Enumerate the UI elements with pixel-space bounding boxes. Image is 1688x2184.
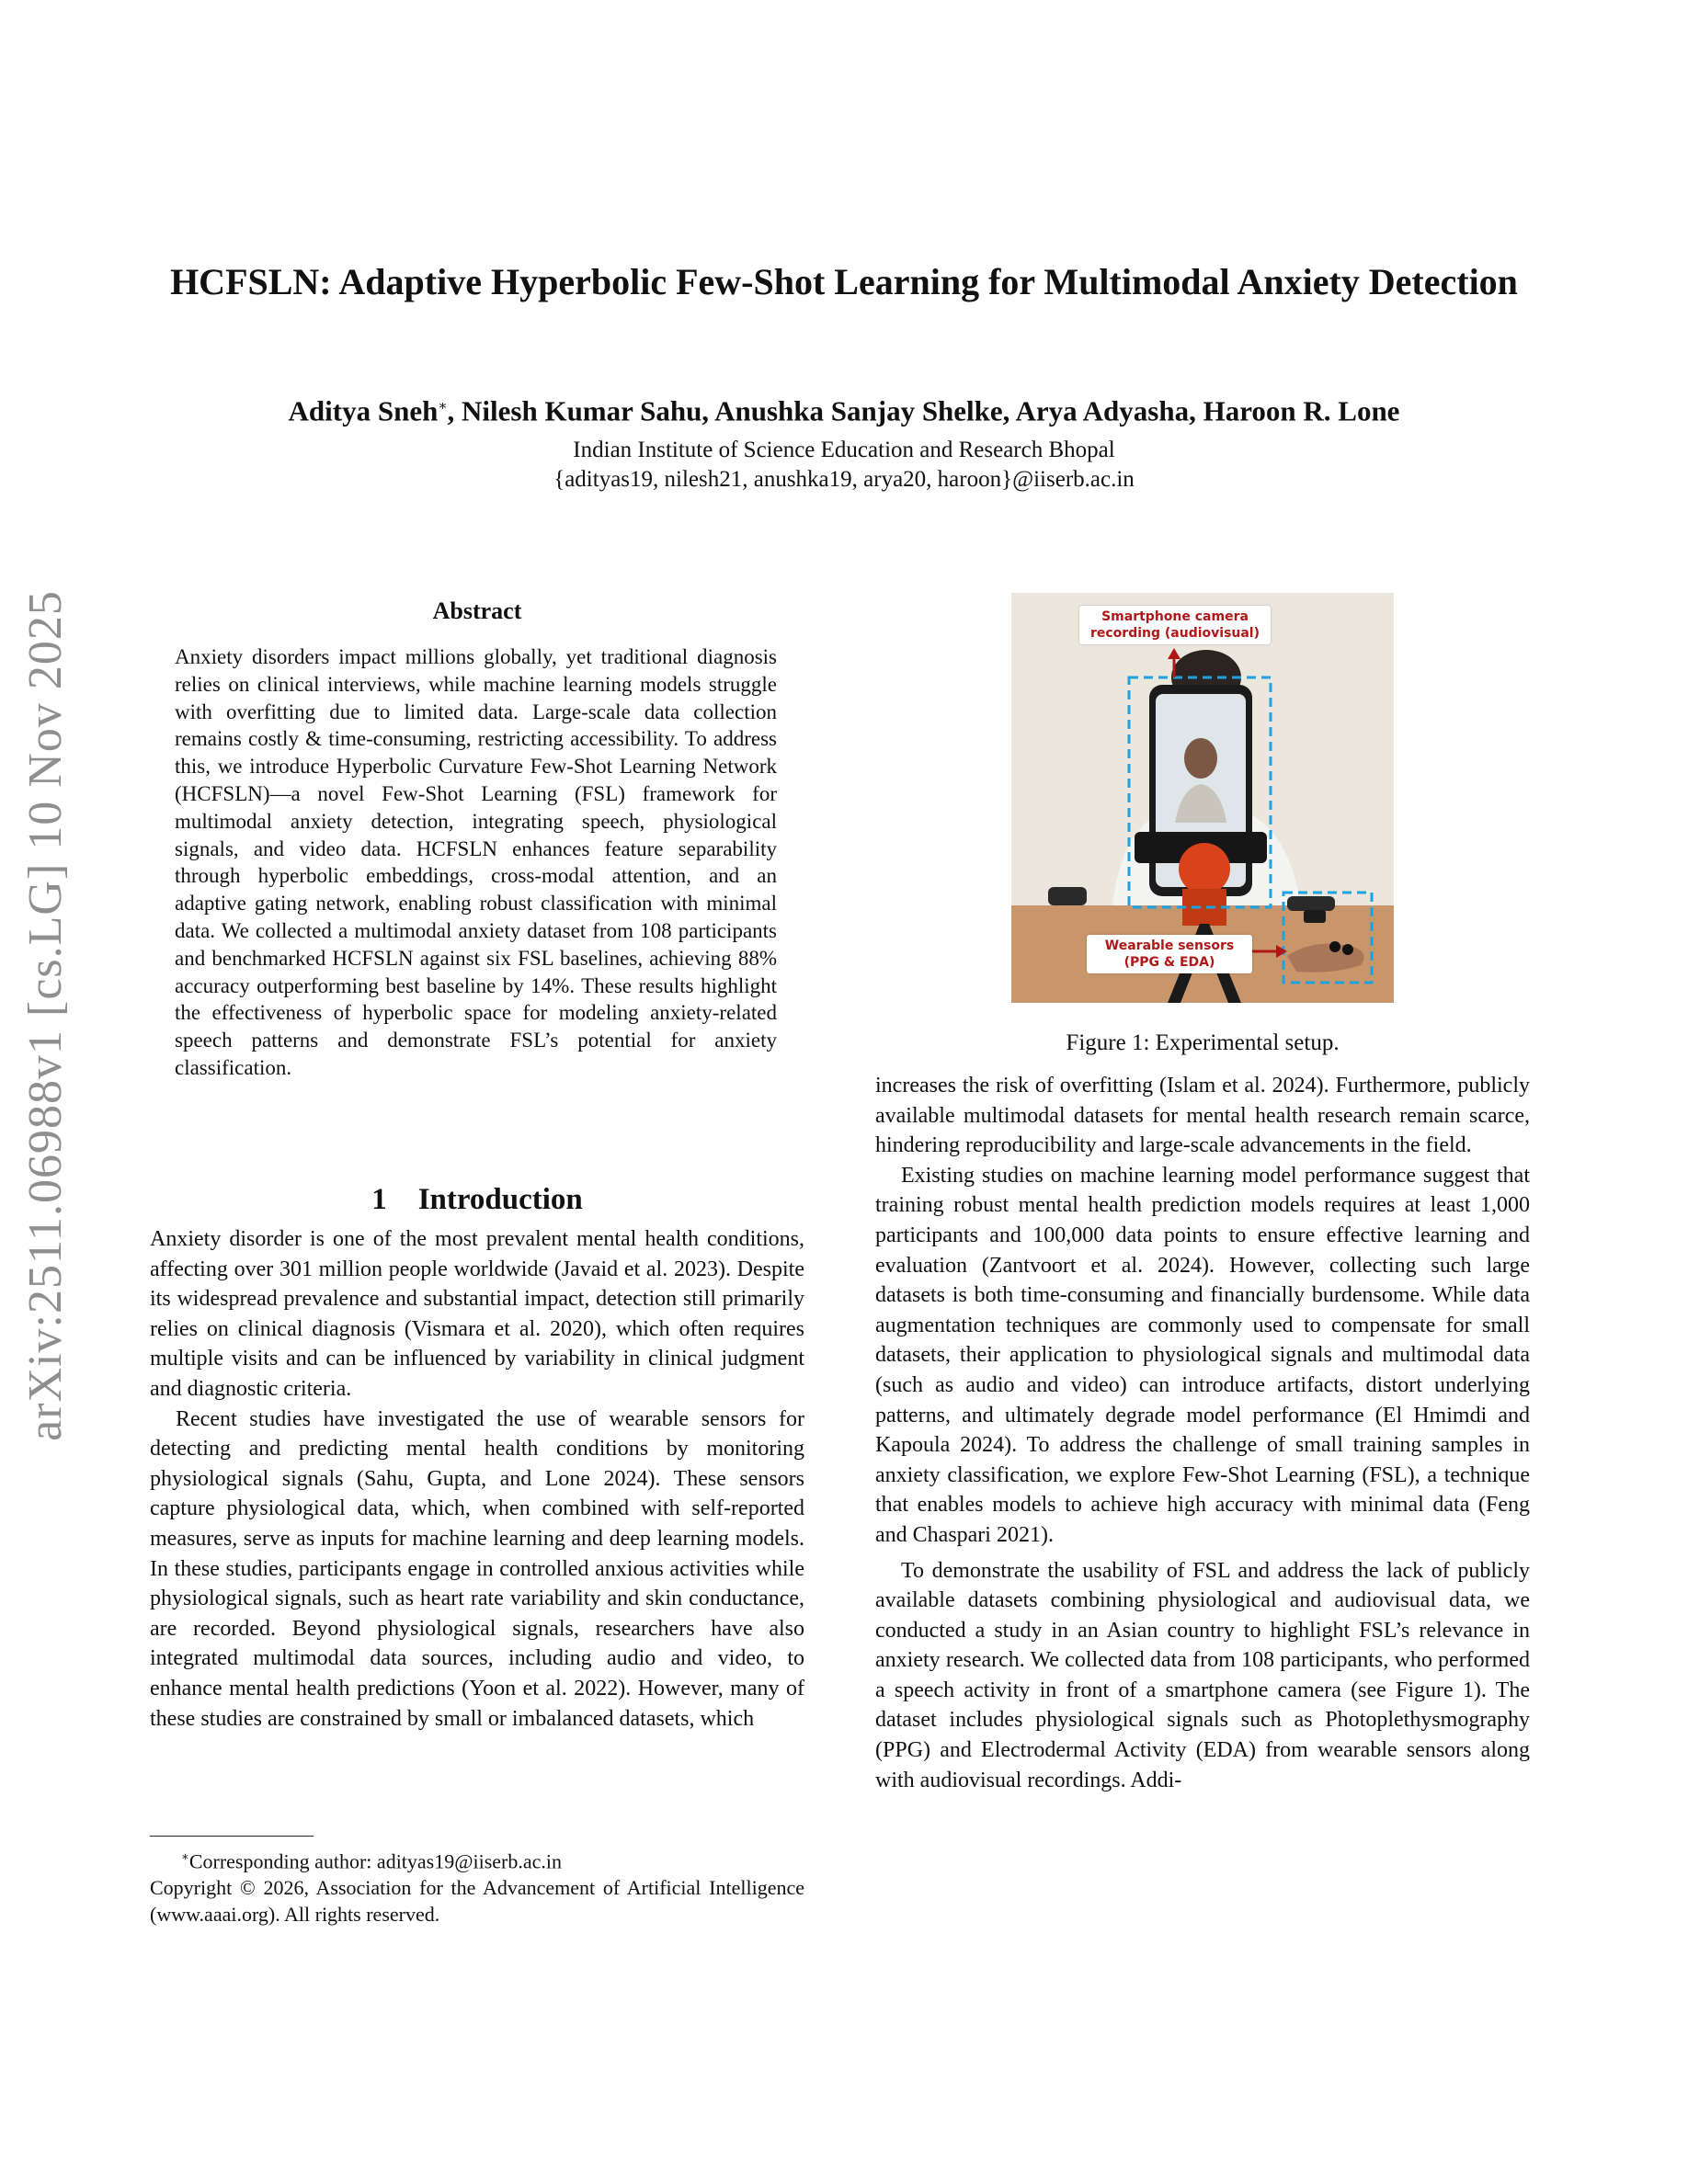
other-authors: , Nilesh Kumar Sahu, Anushka Sanjay Shelke, Arya Adyasha, Haroon R. Lone <box>447 394 1400 427</box>
first-author: Aditya Sneh <box>288 394 439 427</box>
wearable-label-line-1: Wearable sensors <box>1104 938 1235 953</box>
camera-label-line-1: Smartphone camera <box>1101 609 1249 624</box>
section-number: 1 <box>371 1183 387 1216</box>
abstract-heading: Abstract <box>432 597 522 624</box>
footnote-mark: ∗ <box>181 1849 189 1863</box>
corresponding-mark: ∗ <box>438 399 448 414</box>
footnote-copyright: Copyright © 2026, Association for the Advancement of Artificial Intelligence (www.aaai.org). All rights reserved. <box>150 1876 804 1927</box>
finger-sensor-1-shape <box>1329 941 1340 952</box>
camera-label <box>1079 606 1271 644</box>
abstract-text: Anxiety disorders impact millions globally, yet traditional diagnosis relies on clinical interviews, while machine learning models struggle with overfitting due to limited data. Large-scale data collection remains costly & time-consuming, restricting accessibility. To address this, we introduce Hyperbolic Curvature Few-Shot Learning Network (HCFSLN)—a novel Few-Shot Learning (FSL) framework for multimodal anxiety detection, integrating speech, physiological signals, and video data. HCFSLN enhances feature separability through hyperbolic embeddings, cross-modal attention, and an adaptive gating network, enabling robust classification with minimal data. We collected a multimodal anxiety dataset from 108 participants and benchmarked HCFSLN against six FSL baselines, achieving 88% accuracy outperforming best baseline by 14%. These results highlight the effectiveness of hyperbolic space for modeling anxiety-related speech patterns and demonstrate FSL’s potential for anxiety classification. <box>175 645 777 1079</box>
gimbal-base-shape <box>1182 889 1226 926</box>
screen-face-shape <box>1184 738 1217 779</box>
intro-paragraph-5: To demonstrate the usability of FSL and address the lack of publicly available datasets combining physiological and audiovisual data, we conducted a study in an Asian country to highlight FSL’s relevance in anxiety research. We collected data from 108 participants, who performed a speech activity in front of a smartphone camera (see Figure 1). The dataset includes physiological signals such as Photoplethysmography (PPG) and Electrodermal Activity (EDA) from wearable sensors along with audiovisual recordings. Addi- <box>875 1558 1530 1792</box>
intro-paragraph-4: Existing studies on machine learning model performance suggest that training robust mental health prediction models requires at least 1,000 participants and 100,000 data points to ensure effective learning and evaluation (Zantvoort et al. 2024). However, collecting such large datasets is both time-consuming and financially burdensome. While data augmentation techniques are commonly used to compensate for small datasets, their application to physiological signals and multimodal data (such as audio and video) can introduce artifacts, distort underlying patterns, and ultimately degrade model performance (El Hmimdi and Kapoula 2024). To address the challenge of small training samples in anxiety classification, we explore Few-Shot Learning (FSL), a technique that enables models to achieve high accuracy with minimal data (Feng and Chaspari 2021). <box>875 1163 1530 1547</box>
intro-paragraph-1: Anxiety disorder is one of the most prevalent mental health conditions, affecting over 301 million people worldwide (Javaid et al. 2023). Despite its widespread prevalence and substantial impact, detection still primarily relies on clinical diagnosis (Vismara et al. 2020), which often requires multiple visits and can be influenced by variability in clinical judgment and diagnostic criteria. <box>150 1227 804 1401</box>
intro-paragraph-3: increases the risk of overfitting (Islam et al. 2024). Furthermore, publicly available multimodal datasets for mental health research remain scarce, hindering reproducibility and large-scale advancements in the field. <box>875 1074 1530 1158</box>
wearable-label <box>1087 935 1252 973</box>
author-list <box>110 388 1578 429</box>
section-heading-introduction <box>150 1180 804 1219</box>
footnote-corresponding <box>150 1843 804 1874</box>
arxiv-stamp: arXiv:2511.06988v1 [cs.LG] 10 Nov 2025 <box>19 590 72 1441</box>
wearable-device-shape <box>1304 910 1326 923</box>
left-column-body <box>150 1224 804 1734</box>
intro-paragraph-2: Recent studies have investigated the use of wearable sensors for detecting and predicting mental health conditions by monitoring physiological signals (Sahu, Gupta, and Lone 2024). These sensors capture physiological data, which, when combined with self-reported measures, serve as inputs for machine learning and deep learning models. In these studies, participants engage in controlled anxious activities while physiological signals, such as heart rate variability and skin conductance, are recorded. Beyond physiological signals, researchers have also integrated multimodal data sources, including audio and video, to enhance mental health predictions (Yoon et al. 2022). However, many of these studies are constrained by small or imbalanced datasets, which <box>150 1406 804 1731</box>
chair-right-shape <box>1287 896 1335 911</box>
affiliation: Indian Institute of Science Education and Research Bhopal <box>573 438 1115 462</box>
right-column-body <box>875 1071 1530 1795</box>
camera-label-line-2: recording (audiovisual) <box>1089 626 1260 641</box>
figure-caption: Figure 1: Experimental setup. <box>1066 1030 1340 1055</box>
footnote-rule <box>150 1836 314 1837</box>
footnote-corresponding-text: Corresponding author: adityas19@iiserb.ac.in <box>188 1849 563 1873</box>
finger-sensor-2-shape <box>1342 944 1353 955</box>
author-emails: {adityas19, nilesh21, anushka19, arya20, haroon}@iiserb.ac.in <box>553 467 1135 492</box>
figure-experimental-setup <box>1011 593 1394 1003</box>
chair-left-shape <box>1048 887 1087 905</box>
wearable-label-line-2: (PPG & EDA) <box>1123 955 1215 970</box>
gimbal-head-shape <box>1179 843 1230 894</box>
section-title: Introduction <box>417 1183 583 1216</box>
paper-title: HCFSLN: Adaptive Hyperbolic Few-Shot Learning for Multimodal Anxiety Detection <box>170 261 1518 302</box>
footnote <box>150 1843 804 1928</box>
